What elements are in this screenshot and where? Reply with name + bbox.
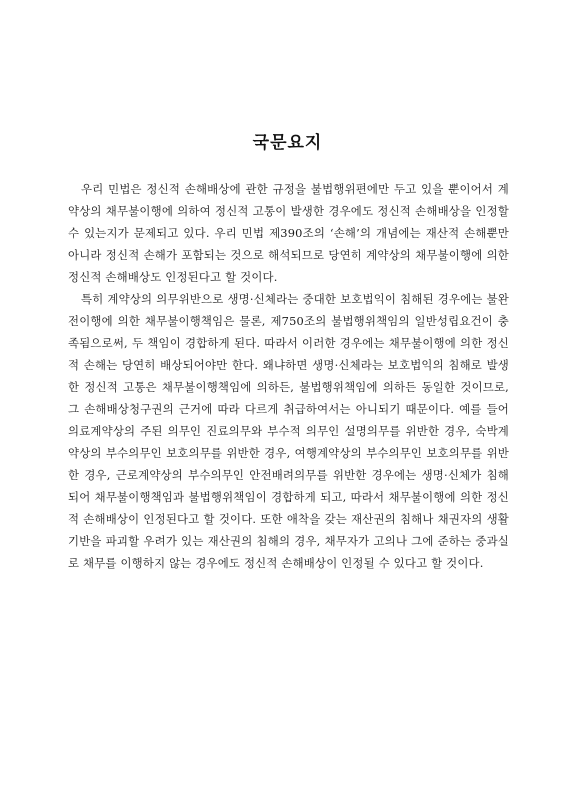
page-title: 국문요지 — [252, 133, 323, 153]
paragraph-1: 우리 민법은 정신적 손해배상에 관한 규정을 불법행위편에만 두고 있을 뿐이어서 계약상의 채무불이행에 의하여 정신적 고통이 발생한 경우에도 정신적 손해배상을 인정할 수 있는지가 문제되고 있다. 우리 민법 제390조의 ‘손해’의 개념에는 재산적 손해뿐만 아니라 정신적 손해가 포함되는 것으로 해석되므로 당연히 계약상의 채무불이행에 의한 정신적 손해배상도 인정된다고 할 것이다. — [68, 182, 509, 284]
abstract-body — [68, 178, 509, 574]
paragraph-2: 특히 계약상의 의무위반으로 생명·신체라는 중대한 보호법익이 침해된 경우에는 불완전이행에 의한 채무불이행책임은 물론, 제750조의 불법행위책임의 일반성립요건이 충족됨으로써, 두 책임이 경합하게 된다. 따라서 이러한 경우에는 채무불이행에 의한 정신적 손해는 당연히 배상되어야만 한다. 왜냐하면 생명·신체라는 보호법익의 침해로 발생한 정신적 고통은 채무불이행책임에 의하든, 불법행위책임에 의하든 동일한 것이므로, 그 손해배상청구권의 근거에 따라 다르게 취급하여서는 아니되기 때문이다. 예를 들어 의료계약상의 주된 의무인 진료의무와 부수적 의무인 설명의무를 위반한 경우, 숙박계약상의 부수의무인 보호의무를 위반한 경우, 여행계약상의 부수의무인 보호의무를 위반한 경우, 근로계약상의 부수의무인 안전배려의무를 위반한 경우에는 생명·신체가 침해되어 채무불이행책임과 불법행위책임이 경합하게 되고, 따라서 채무불이행에 의한 정신적 손해배상이 인정된다고 할 것이다. 또한 애착을 갖는 재산권의 침해나 채권자의 생활기반을 파괴할 우려가 있는 재산권의 침해의 경우, 채무자가 고의나 그에 준하는 중과실로 채무를 이행하지 않는 경우에도 정신적 손해배상이 인정될 수 있다고 할 것이다. — [68, 292, 509, 570]
